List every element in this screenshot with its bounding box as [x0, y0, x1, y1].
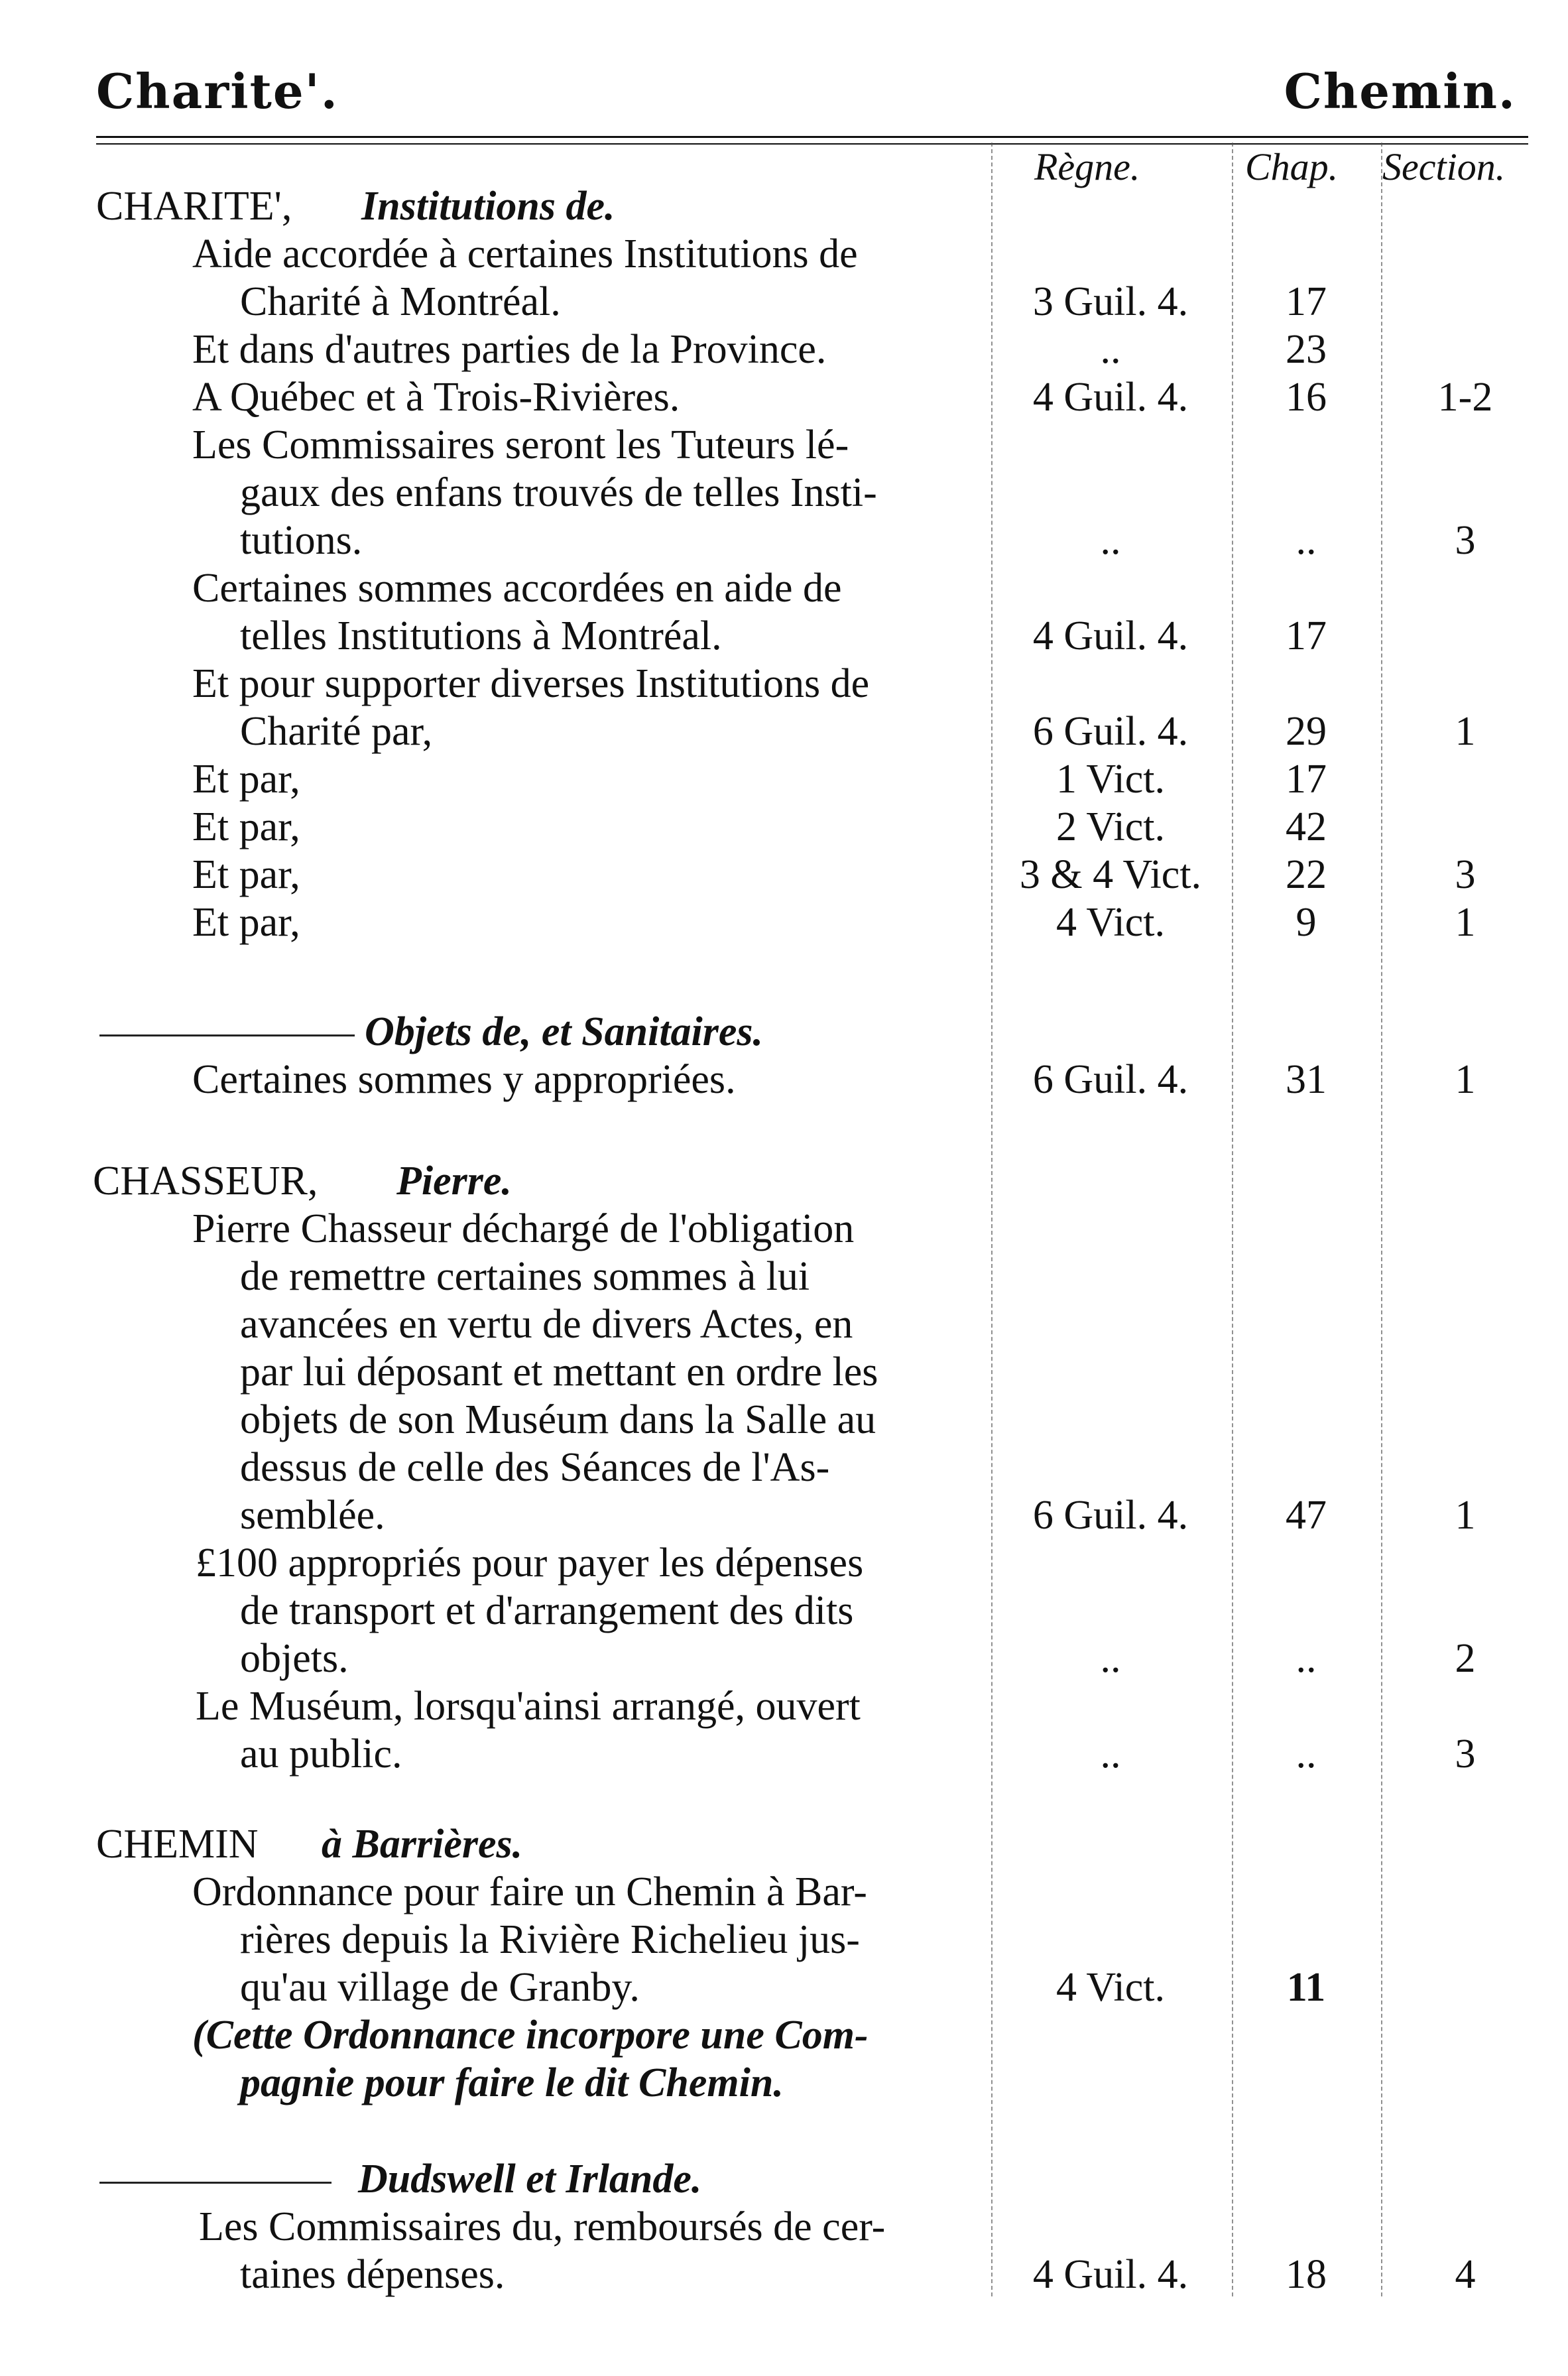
column-header-chap: Chap.: [1245, 145, 1339, 188]
entry-line: A Québec et à Trois-Rivières. 4 Guil. 4. 16 1-2: [0, 373, 1568, 421]
heading-qualifier: à Barrières.: [322, 1822, 523, 1867]
regne-cell: 1 Vict.: [1056, 757, 1165, 802]
entry-line: qu'au village de Granby. 4 Vict. 11: [0, 1964, 1568, 2011]
chap-cell: 17: [1286, 279, 1327, 324]
entry-line: de remettre certaines sommes à lui: [240, 1254, 810, 1299]
chap-cell: 29: [1286, 709, 1327, 754]
chap-cell: 17: [1286, 613, 1327, 658]
heading-name: CHEMIN: [96, 1822, 259, 1867]
entry-line: Et par, 3 & 4 Vict. 22 3: [0, 851, 1568, 899]
entry-line: taines dépenses. 4 Guil. 4. 18 4: [0, 2251, 1568, 2298]
section-heading: [0, 1820, 1568, 1868]
chap-cell: 11: [1286, 1965, 1326, 2010]
entry-line: au public. .. .. 3: [0, 1730, 1568, 1778]
entry-line: (Cette Ordonnance incorpore une Com-: [192, 2013, 869, 2058]
regne-cell: ..: [1100, 1636, 1121, 1681]
entry-line: telles Institutions à Montréal. 4 Guil. 4. 17: [0, 612, 1568, 660]
running-head-right: Chemin.: [1284, 63, 1516, 119]
chap-cell: ..: [1296, 1731, 1317, 1777]
chap-cell: 16: [1286, 375, 1327, 420]
entry-line: Certaines sommes y appropriées. 6 Guil. 4. 31 1: [0, 1056, 1568, 1103]
entry-line: Charité à Montréal. 3 Guil. 4. 17: [0, 278, 1568, 326]
regne-cell: 2 Vict.: [1056, 804, 1165, 849]
regne-cell: 6 Guil. 4.: [1032, 709, 1189, 754]
entry-line: avancées en vertu de divers Actes, en: [240, 1302, 853, 1347]
chap-cell: 42: [1286, 804, 1327, 849]
regne-cell: 4 Guil. 4.: [1032, 613, 1189, 658]
regne-cell: 6 Guil. 4.: [1032, 1493, 1189, 1538]
chap-cell: 23: [1286, 327, 1327, 372]
regne-cell: 3 & 4 Vict.: [1019, 852, 1202, 897]
entry-line: rières depuis la Rivière Richelieu jus-: [240, 1917, 860, 1962]
section-cell: 2: [1455, 1636, 1476, 1681]
section-heading: [0, 2155, 1568, 2203]
regne-cell: ..: [1100, 327, 1121, 372]
column-header-regne: Règne.: [1034, 145, 1140, 188]
section-cell: 1: [1455, 1493, 1476, 1538]
heading-name: CHARITE',: [96, 184, 292, 229]
chap-cell: ..: [1296, 518, 1317, 563]
entry-line: Aide accordée à certaines Institutions de: [192, 231, 858, 277]
entry-line: Et par, 4 Vict. 9 1: [0, 899, 1568, 946]
section-cell: 4: [1455, 2252, 1476, 2297]
column-header-section: Section.: [1382, 145, 1506, 188]
section-cell: 1: [1455, 1057, 1476, 1102]
section-cell: 1-2: [1437, 375, 1493, 420]
entry-line: objets de son Muséum dans la Salle au: [240, 1397, 876, 1442]
entry-line: Et dans d'autres parties de la Province. .. 23: [0, 326, 1568, 373]
section-heading: [0, 1157, 1568, 1205]
chap-cell: 47: [1286, 1493, 1327, 1538]
entry-line: Pierre Chasseur déchargé de l'obligation: [192, 1206, 855, 1251]
chap-cell: 31: [1286, 1057, 1327, 1102]
section-cell: 3: [1455, 1731, 1476, 1777]
regne-cell: ..: [1100, 518, 1121, 563]
entry-line: Et par, 1 Vict. 17: [0, 755, 1568, 803]
chap-cell: ..: [1296, 1636, 1317, 1681]
entry-line: de transport et d'arrangement des dits: [240, 1588, 854, 1633]
regne-cell: 4 Guil. 4.: [1032, 375, 1189, 420]
heading-qualifier: Pierre.: [396, 1158, 512, 1204]
entry-line: Et pour supporter diverses Institutions de: [192, 661, 870, 706]
section-cell: 3: [1455, 852, 1476, 897]
section-cell: 1: [1455, 709, 1476, 754]
section-heading: [0, 1008, 1568, 1056]
heading-qualifier: Dudswell et Irlande.: [358, 2157, 702, 2202]
regne-cell: 4 Vict.: [1056, 1965, 1165, 2010]
regne-cell: 3 Guil. 4.: [1032, 279, 1189, 324]
ditto-dash: [99, 1008, 378, 1056]
regne-cell: 6 Guil. 4.: [1032, 1057, 1189, 1102]
entry-line: dessus de celle des Séances de l'As-: [240, 1445, 830, 1490]
entry-line: semblée. 6 Guil. 4. 47 1: [0, 1491, 1568, 1539]
chap-cell: 22: [1286, 852, 1327, 897]
entry-line: Et par, 2 Vict. 42: [0, 803, 1568, 851]
heading-qualifier: Institutions de.: [361, 184, 615, 229]
section-heading: [0, 182, 1568, 230]
regne-cell: 4 Guil. 4.: [1032, 2252, 1189, 2297]
chap-cell: 9: [1296, 900, 1317, 945]
heading-qualifier: Objets de, et Sanitaires.: [365, 1009, 764, 1054]
entry-line: Les Commissaires seront les Tuteurs lé-: [192, 422, 849, 468]
regne-cell: ..: [1100, 1731, 1121, 1777]
heading-name: CHASSEUR,: [93, 1158, 318, 1204]
entry-line: gaux des enfans trouvés de telles Insti-: [240, 470, 877, 515]
section-cell: 1: [1455, 900, 1476, 945]
entry-line: Charité par, 6 Guil. 4. 29 1: [0, 708, 1568, 755]
entry-line: Le Muséum, lorsqu'ainsi arrangé, ouvert: [196, 1684, 861, 1729]
section-cell: 3: [1455, 518, 1476, 563]
entry-line: objets. .. .. 2: [0, 1635, 1568, 1682]
entry-line: Les Commissaires du, remboursés de cer-: [199, 2204, 886, 2249]
header-rule: [96, 136, 1528, 138]
entry-line: pagnie pour faire le dit Chemin.: [240, 2060, 784, 2105]
running-head-left: Charite'.: [96, 63, 339, 119]
chap-cell: 18: [1286, 2252, 1327, 2297]
entry-line: £100 appropriés pour payer les dépenses: [196, 1540, 864, 1586]
chap-cell: 17: [1286, 757, 1327, 802]
entry-line: Ordonnance pour faire un Chemin à Bar-: [192, 1869, 867, 1914]
ditto-dash: [99, 2155, 355, 2203]
entry-line: tutions. .. .. 3: [0, 517, 1568, 564]
regne-cell: 4 Vict.: [1056, 900, 1165, 945]
entry-line: par lui déposant et mettant en ordre les: [240, 1349, 878, 1395]
entry-line: Certaines sommes accordées en aide de: [192, 566, 842, 611]
